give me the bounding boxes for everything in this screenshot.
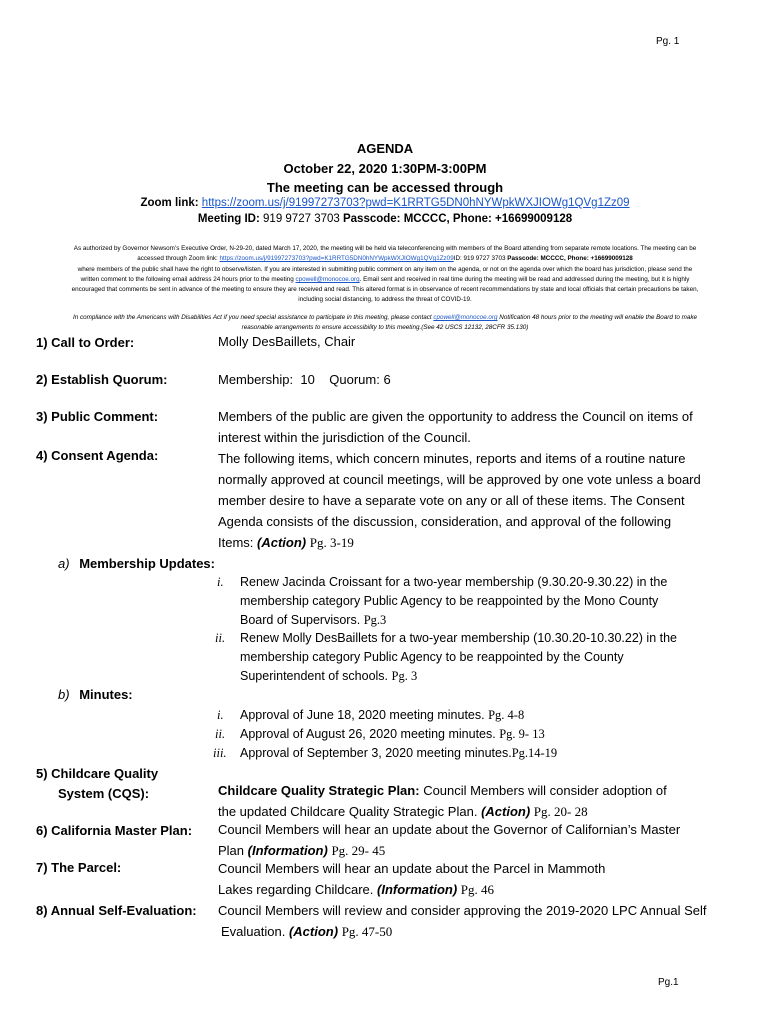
minutes-text: Approval of June 18, 2020 meeting minutes. [240,708,485,722]
notice-meeting-id: ID: 919 9727 3703 [453,255,506,263]
item-4-label: 4) Consent Agenda: [36,448,159,463]
item-5-line [218,780,667,801]
page-ref: Pg. 4-8 [488,708,525,722]
membership-update-2 [240,629,677,686]
notice-email-link[interactable]: cpowell@monocoe.org [295,275,360,283]
meeting-id: 919 9727 3703 [263,213,340,225]
minutes-item-2 [240,725,545,744]
zoom-link-line [0,197,770,209]
item-4-line: member desire to have a separate vote on any or all of these items. The Consent [218,493,685,508]
page-ref: Pg. 47-50 [341,924,393,939]
notice-zoom-link[interactable]: https://zoom.us/j/91997273703?pwd=K1RRTG5DN0hNYWpkWXJIOWg1QVg1Zz09 [219,255,454,263]
roman-marker: ii. [215,631,226,645]
item-5-label [36,764,158,804]
ada-notice [38,313,732,332]
notice-line [38,254,732,264]
minutes-item-1 [240,706,524,725]
item-2-text: Membership: 10 Quorum: 6 [218,372,391,387]
roman-marker: i. [217,575,224,589]
notice-text: written comment to the following email address 24 hours prior to the meeting [80,275,294,283]
item-1-label: 1) Call to Order: [36,335,135,350]
page-ref: Pg. 3 [391,669,418,683]
page-ref: Pg.14-19 [511,746,558,760]
item-4-line: The following items, which concern minutes, reports and items of a routine nature [218,451,686,466]
membership-update-line: membership category Public Agency to be reappointed by the Mono County [240,594,659,608]
page-ref: Pg.3 [363,613,387,627]
meeting-date: October 22, 2020 1:30PM-3:00PM [283,161,487,176]
item-4-line [218,532,701,553]
page-ref: Pg. 3-19 [309,535,354,550]
agenda-title: AGENDA [356,141,414,156]
item-8-text [218,900,707,942]
ada-line [38,313,732,323]
membership-update-line [240,667,677,686]
subitem-marker: b) [58,687,70,702]
subitem-marker: a) [58,556,70,571]
notice-text: accessed through Zoom link: [137,255,218,263]
item-4-text: Items: [218,535,254,550]
item-8-line [218,921,707,942]
item-3-line: interest within the jurisdiction of the Council. [218,430,471,445]
item-5-text-part: Council Members will consider adoption of [423,783,667,798]
notice-line [38,275,732,285]
meeting-id-label: Meeting ID: [197,213,260,225]
item-1-text: Molly DesBaillets, Chair [218,334,356,349]
item-4-line: Agenda consists of the discussion, consideration, and approval of the following [218,514,672,529]
item-5-bold: Childcare Quality Strategic Plan: [218,783,420,798]
passcode: Passcode: MCCCC, Phone: +16699009128 [342,213,573,225]
item-5-text [218,780,667,822]
page-number-bottom: Pg.1 [658,977,679,988]
action-tag: (Action) [481,804,531,819]
item-3-text [218,406,693,448]
subitem-a-label: Membership Updates: [79,556,215,571]
membership-update-line [240,611,667,630]
notice-line: including social distancing, to address the threat of COVID-19. [298,296,472,304]
action-tag: (Action) [288,924,339,939]
item-2-label: 2) Establish Quorum: [36,372,168,387]
item-8-label: 8) Annual Self-Evaluation: [36,903,197,918]
item-3-line: Members of the public are given the opportunity to address the Council on items of [218,409,693,424]
item-6-text [218,819,680,861]
meeting-id-line [0,213,770,225]
action-tag: (Action) [257,535,307,550]
page-ref: Pg. 9- 13 [499,727,545,741]
page-ref: Pg. 29- 45 [331,843,386,858]
membership-update-line: Renew Jacinda Croissant for a two-year membership (9.30.20-9.30.22) in the [240,575,668,589]
membership-update-line: Renew Molly DesBaillets for a two-year membership (10.30.20-10.30.22) in the [240,631,678,645]
subitem-b-label: Minutes: [79,687,133,702]
minutes-item-3 [240,744,557,763]
roman-marker: iii. [213,746,227,760]
item-7-line [218,879,605,900]
ada-email-link[interactable]: cpowell@monocoe.org [433,314,498,321]
membership-update-text: Superintendent of schools. [240,669,389,683]
page-number-top: Pg. 1 [656,36,680,47]
subitem-a-heading [58,556,215,571]
item-4-line: normally approved at council meetings, will be approved by one vote unless a board [218,472,701,487]
page-ref: Pg. 46 [460,882,495,897]
item-5-label-line: 5) Childcare Quality [36,766,159,781]
roman-marker: i. [217,708,224,722]
notice-text: . Email sent and received in real time during the meeting will be read and addressed during the meeting, but it is highly [359,275,690,283]
item-6-label: 6) California Master Plan: [36,823,193,838]
item-8-text-part: Evaluation. [221,924,286,939]
item-7-label: 7) The Parcel: [36,860,122,875]
ada-text: In compliance with the Americans with Disabilities Act if you need special assistance to participate in this meeting, please contact [72,314,432,321]
notice-line: As authorized by Governor Newsom’s Executive Order, N-29-20, dated March 17, 2020, the meeting will be held via teleconferencing with members of the Board attending from separate remote locations. The meeting can be [73,245,697,252]
notice-line: where members of the public shall have the right to observe/listen. If you are interested in submitting public comment on any item on the agenda, or not on the agenda over which the board has jurisdiction, please send the [77,265,693,273]
ada-line: reasonable arrangements to ensure accessibility to this meeting.(See 42 USCS 12132, 28CFR 35.130) [241,323,529,331]
notice-line: encouraged that comments be sent in advance of the meeting to ensure they are received and read. This altered format is in observance of recent recommendations by state and local officials that certain precautions be taken, [71,286,699,294]
item-5-label-line: System (CQS): [58,786,150,801]
item-7-text [218,858,605,900]
information-tag: (Information) [247,843,328,858]
zoom-label: Zoom link: [140,197,199,209]
item-6-line: Council Members will hear an update about the Governor of Californian’s Master [218,822,681,837]
item-8-line: Council Members will review and consider approving the 2019-2020 LPC Annual Self [218,903,707,918]
item-7-line: Council Members will hear an update about the Parcel in Mammoth [218,861,606,876]
item-6-text-part: Plan [218,843,245,858]
zoom-link[interactable]: https://zoom.us/j/91997273703?pwd=K1RRTG5DN0hNYWpkWXJIOWg1QVg1Zz09 [201,197,630,209]
ada-text: Notification 48 hours prior to the meeting will enable the Board to make [499,314,698,321]
information-tag: (Information) [377,882,458,897]
item-5-text-part: the updated Childcare Quality Strategic Plan. [218,804,478,819]
membership-update-1 [240,573,667,630]
item-4-text [218,448,701,553]
roman-marker: ii. [215,727,226,741]
minutes-text: Approval of September 3, 2020 meeting minutes. [240,746,512,760]
meeting-access-line: The meeting can be accessed through [266,180,504,195]
subitem-b-heading [58,687,133,702]
item-3-label: 3) Public Comment: [36,409,159,424]
item-7-text-part: Lakes regarding Childcare. [218,882,374,897]
membership-update-line: membership category Public Agency to be reappointed by the County [240,650,624,664]
minutes-text: Approval of August 26, 2020 meeting minutes. [240,727,496,741]
page-ref: Pg. 20- 28 [533,804,588,819]
notice-passcode: Passcode: MCCCC, Phone: +16699009128 [507,255,633,263]
remote-meeting-notice [38,244,732,306]
membership-update-text: Board of Supervisors. [240,613,361,627]
